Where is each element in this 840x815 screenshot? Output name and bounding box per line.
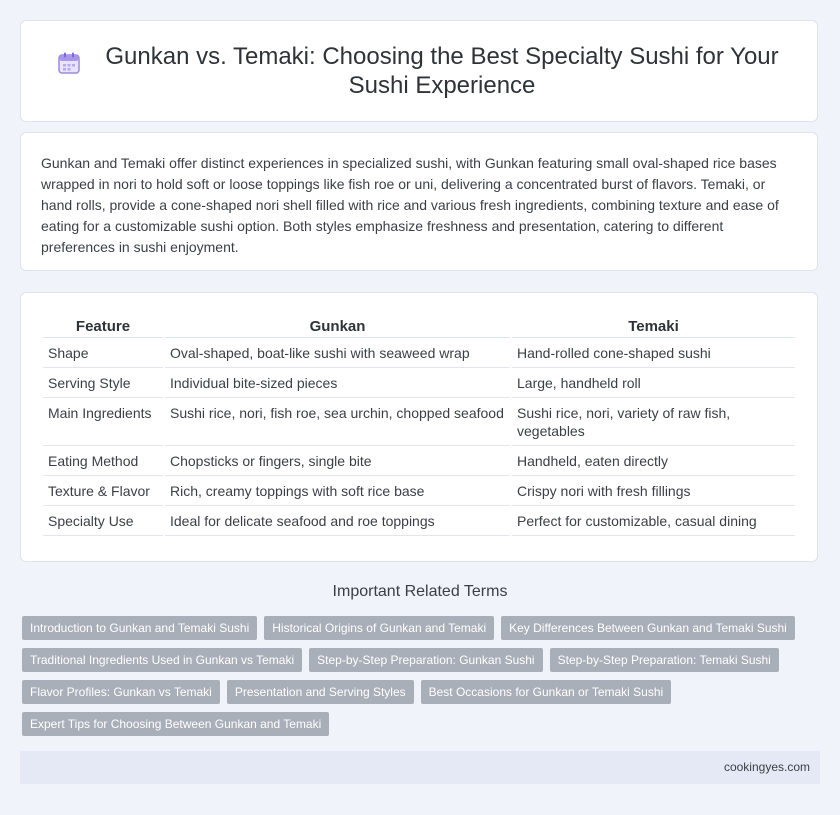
feature-cell: Shape [43, 338, 163, 368]
gunkan-cell: Individual bite-sized pieces [165, 368, 510, 398]
table-header-row [43, 315, 795, 338]
header-feature: Feature [43, 315, 163, 338]
feature-cell: Serving Style [43, 368, 163, 398]
temaki-cell: Sushi rice, nori, variety of raw fish, vegetables [512, 398, 795, 446]
related-term-tag[interactable]: Key Differences Between Gunkan and Temaki Sushi [501, 616, 795, 640]
gunkan-cell: Oval-shaped, boat-like sushi with seaweed wrap [165, 338, 510, 368]
related-term-tag[interactable]: Introduction to Gunkan and Temaki Sushi [22, 616, 257, 640]
related-term-tag[interactable]: Step-by-Step Preparation: Gunkan Sushi [309, 648, 542, 672]
comparison-table [41, 315, 797, 536]
temaki-cell: Hand-rolled cone-shaped sushi [512, 338, 795, 368]
feature-cell: Main Ingredients [43, 398, 163, 446]
related-terms-heading: Important Related Terms [332, 583, 508, 600]
footer [20, 751, 820, 784]
header-temaki: Temaki [512, 315, 795, 338]
comparison-table-card [20, 292, 818, 562]
table-row [43, 398, 795, 446]
related-term-tag[interactable]: Historical Origins of Gunkan and Temaki [264, 616, 494, 640]
intro-card [20, 132, 818, 271]
related-term-tag[interactable]: Presentation and Serving Styles [227, 680, 414, 704]
related-term-tag[interactable]: Best Occasions for Gunkan or Temaki Sushi [421, 680, 672, 704]
gunkan-cell: Sushi rice, nori, fish roe, sea urchin, chopped seafood [165, 398, 510, 446]
temaki-cell: Crispy nori with fresh fillings [512, 476, 795, 506]
related-terms-list [22, 616, 812, 736]
gunkan-cell: Chopsticks or fingers, single bite [165, 446, 510, 476]
table-row [43, 446, 795, 476]
related-term-tag[interactable]: Step-by-Step Preparation: Temaki Sushi [550, 648, 779, 672]
footer-site-link[interactable]: cookingyes.com [723, 760, 810, 774]
table-row [43, 368, 795, 398]
temaki-cell: Handheld, eaten directly [512, 446, 795, 476]
gunkan-cell: Ideal for delicate seafood and roe toppings [165, 506, 510, 536]
related-term-tag[interactable]: Expert Tips for Choosing Between Gunkan and Temaki [22, 712, 329, 736]
related-term-tag[interactable]: Flavor Profiles: Gunkan vs Temaki [22, 680, 220, 704]
header-card [20, 20, 818, 122]
table-row [43, 338, 795, 368]
feature-cell: Eating Method [43, 446, 163, 476]
table-row [43, 506, 795, 536]
header-gunkan: Gunkan [165, 315, 510, 338]
related-term-tag[interactable]: Traditional Ingredients Used in Gunkan vs Temaki [22, 648, 302, 672]
gunkan-cell: Rich, creamy toppings with soft rice base [165, 476, 510, 506]
page-title: Gunkan vs. Temaki: Choosing the Best Specialty Sushi for Your Sushi Experience [105, 43, 779, 99]
calendar-icon [56, 50, 82, 76]
temaki-cell: Large, handheld roll [512, 368, 795, 398]
feature-cell: Texture & Flavor [43, 476, 163, 506]
feature-cell: Specialty Use [43, 506, 163, 536]
intro-text: Gunkan and Temaki offer distinct experiences in specialized sushi, with Gunkan featuring small oval-shaped rice bases wrapped in nori to hold soft or loose toppings like fish roe or uni, delivering a concentrated burst of flavors. Temaki, or hand rolls, provide a cone-shaped nori shell filled with rice and various fresh ingredients, combining texture and ease of eating for a customizable sushi option. Both styles emphasize freshness and presentation, catering to different preferences in sushi enjoyment. [41, 155, 779, 255]
temaki-cell: Perfect for customizable, casual dining [512, 506, 795, 536]
table-row [43, 476, 795, 506]
